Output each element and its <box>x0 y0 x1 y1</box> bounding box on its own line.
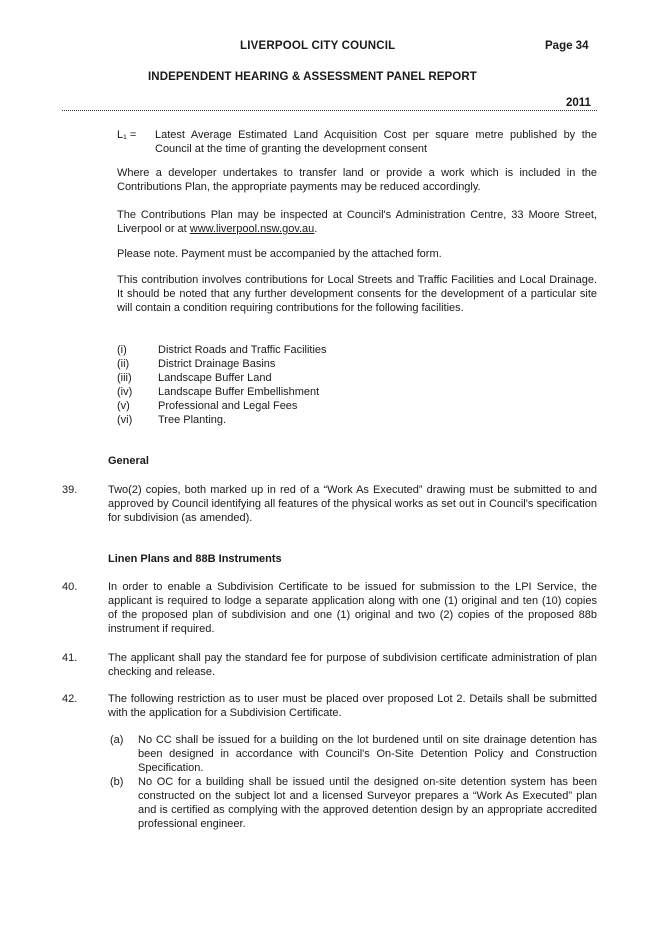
paragraph-developer-works: Where a developer undertakes to transfer land or provide a work which is included in the Contributions Plan, the appropriate payments may be reduced accordingly. <box>117 167 597 193</box>
condition-41-text: The applicant shall pay the standard fee for purpose of subdivision certificate administration of plan checking and release. <box>108 652 597 678</box>
header-divider <box>62 110 597 111</box>
condition-number: 40. <box>62 581 78 593</box>
facility-num: (ii) <box>117 358 130 370</box>
condition-number: 42. <box>62 693 78 705</box>
facility-item: Landscape Buffer Embellishment <box>158 386 320 398</box>
header-report-title: INDEPENDENT HEARING & ASSESSMENT PANEL REPORT <box>148 71 477 83</box>
facility-num: (iii) <box>117 372 132 384</box>
condition-number: 39. <box>62 484 78 496</box>
facility-item: District Roads and Traffic Facilities <box>158 344 327 356</box>
condition-39-text: Two(2) copies, both marked up in red of a “Work As Executed” drawing must be submitted to and approved by Council identifying all features of the physical works as set out in Council's specification for subdivision (as amended). <box>108 484 597 524</box>
section-heading-linen-plans: Linen Plans and 88B Instruments <box>108 553 282 565</box>
lf-symbol: L₁ = <box>117 129 137 141</box>
restriction-item: No OC for a building shall be issued until the designed on-site detention system has been constructed on the subject lot and a licensed Surveyor prepares a “Work As Executed” plan and is certified as complying with the approved detention design by an appropriate accredited professional engineer. <box>138 776 597 830</box>
restriction-item: No CC shall be issued for a building on the lot burdened until on site drainage detention has been designed in accordance with Council's On-Site Detention Policy and Construction Specification. <box>138 734 597 774</box>
paragraph-payment-note: Please note. Payment must be accompanied by the attached form. <box>117 248 442 260</box>
restriction-num: (a) <box>110 734 124 746</box>
section-heading-general: General <box>108 455 149 467</box>
header-page-number: Page 34 <box>545 40 589 52</box>
facility-num: (v) <box>117 400 130 412</box>
condition-42-text: The following restriction as to user must be placed over proposed Lot 2. Details shall be submitted with the application for a Subdivision Certificate. <box>108 693 597 719</box>
restriction-num: (b) <box>110 776 124 788</box>
header-council-name: LIVERPOOL CITY COUNCIL <box>240 40 396 52</box>
paragraph-contributions-plan-text: The Contributions Plan may be inspected at Council's Administration Centre, 33 Moore Street, Liverpool or at <box>117 209 597 235</box>
facility-item: Professional and Legal Fees <box>158 400 298 412</box>
condition-40-text: In order to enable a Subdivision Certificate to be issued for submission to the LPI Service, the applicant is required to lodge a separate application along with one (1) original and ten (10) copies of the proposed plan of subdivision and one (1) original and two (2) copies of the proposed 88b instrument if required. <box>108 581 597 635</box>
facility-item: District Drainage Basins <box>158 358 276 370</box>
condition-number: 41. <box>62 652 78 664</box>
facility-item: Landscape Buffer Land <box>158 372 272 384</box>
facility-num: (i) <box>117 344 127 356</box>
paragraph-contribution-details: This contribution involves contributions for Local Streets and Traffic Facilities and Local Drainage. It should be noted that any further development consents for the development of a particular site will contain a condition requiring contributions for the following facilities. <box>117 274 597 314</box>
lf-definition-text: Latest Average Estimated Land Acquisition Cost per square metre published by the Council at the time of granting the development consent <box>155 129 597 155</box>
facility-num: (iv) <box>117 386 133 398</box>
facility-num: (vi) <box>117 414 133 426</box>
council-website-link[interactable]: www.liverpool.nsw.gov.au <box>189 223 315 235</box>
header-year: 2011 <box>566 97 591 109</box>
paragraph-contributions-plan <box>117 208 597 236</box>
paragraph-contributions-plan-end: . <box>314 223 318 235</box>
facility-item: Tree Planting. <box>158 414 227 426</box>
